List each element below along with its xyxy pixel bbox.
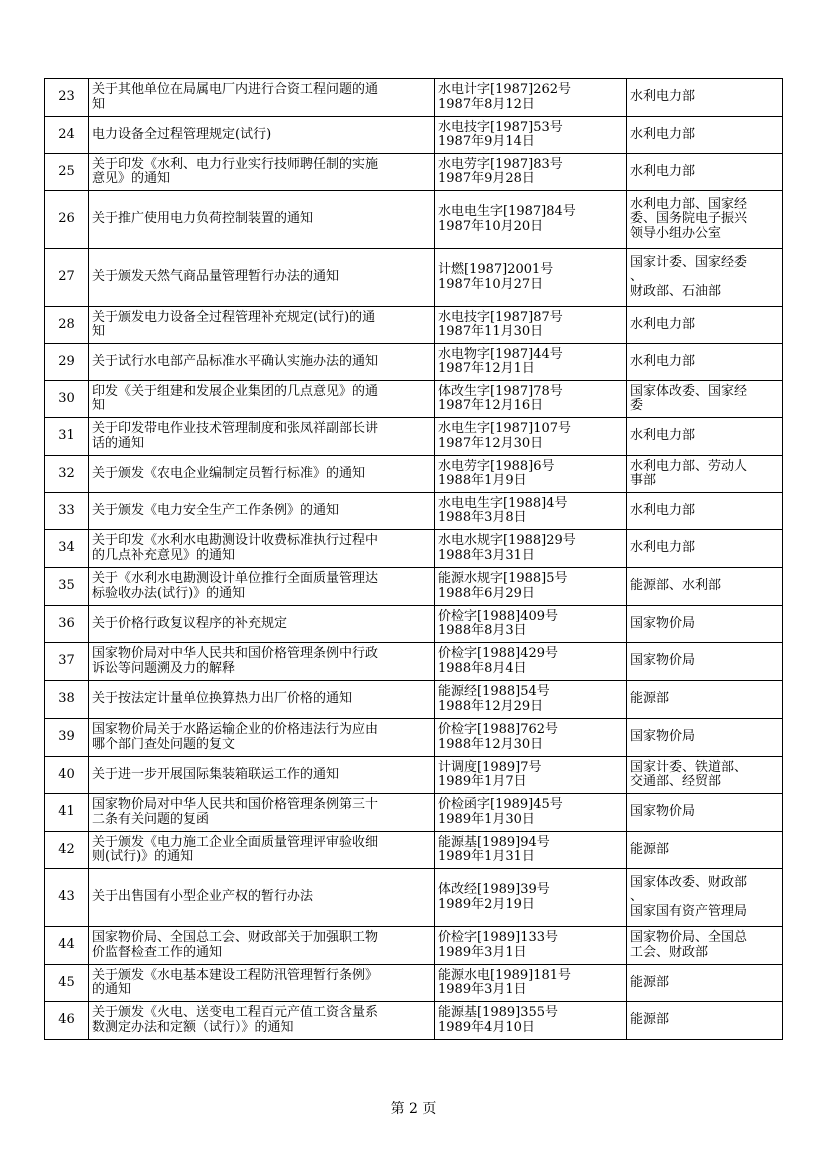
issuing-authority	[627, 456, 783, 493]
issuing-authority-line: 事部	[630, 473, 657, 488]
document-title	[89, 719, 435, 757]
document-number-date-line: 水电水规字[1988]29号	[438, 533, 576, 548]
issuing-authority	[627, 719, 783, 757]
document-title-line: 诉讼等问题溯及力的解释	[92, 660, 236, 676]
document-number-date	[435, 191, 627, 249]
document-title-line: 关于价格行政复议程序的补充规定	[92, 615, 288, 631]
table-row	[45, 307, 783, 344]
document-title	[89, 381, 435, 418]
document-number-date-line: 体改经[1989]39号	[438, 882, 550, 897]
document-number-date	[435, 832, 627, 869]
document-title-line: 关于印发《水利水电勘测设计收费标准执行过程中	[92, 533, 379, 548]
table-row	[45, 249, 783, 307]
document-number-date-line: 计调度[1989]7号	[438, 759, 542, 775]
row-number: 31	[45, 418, 89, 456]
document-number-date	[435, 307, 627, 344]
row-number: 36	[45, 606, 89, 643]
issuing-authority	[627, 530, 783, 568]
document-number-date	[435, 681, 627, 719]
document-title-line: 关于颁发《农电企业编制定员暂行标准》的通知	[92, 465, 366, 481]
document-number-date-line: 1989年1月30日	[438, 811, 535, 827]
document-number-date-line: 水电生字[1987]107号	[438, 421, 572, 436]
issuing-authority-line: 能源部、水利部	[630, 578, 722, 594]
document-title-line: 关于试行水电部产品标准水平确认实施办法的通知	[92, 353, 379, 369]
row-number: 39	[45, 719, 89, 757]
row-number: 38	[45, 681, 89, 719]
document-number-date-line: 价检字[1989]133号	[438, 930, 559, 945]
document-number-date-line: 1987年9月28日	[438, 171, 535, 186]
table-row	[45, 681, 783, 719]
issuing-authority	[627, 1002, 783, 1040]
document-number-date	[435, 965, 627, 1002]
table-row	[45, 568, 783, 606]
document-number-date	[435, 530, 627, 568]
document-number-date-line: 1988年12月30日	[438, 736, 544, 752]
row-number: 46	[45, 1002, 89, 1040]
issuing-authority-line: 、	[630, 889, 644, 905]
document-title	[89, 418, 435, 456]
issuing-authority-line: 水利电力部	[630, 540, 696, 556]
page-number: 第 2 页	[390, 1101, 437, 1117]
row-number: 26	[45, 191, 89, 249]
row-number: 45	[45, 965, 89, 1002]
table-row	[45, 869, 783, 927]
issuing-authority-line: 国家国有资产管理局	[630, 903, 748, 919]
issuing-authority-line: 国家物价局	[630, 804, 696, 820]
row-number: 28	[45, 307, 89, 344]
document-title-line: 国家物价局关于水路运输企业的价格违法行为应由	[92, 722, 379, 737]
document-title-line: 关于颁发《电力安全生产工作条例》的通知	[92, 502, 340, 518]
document-number-date	[435, 117, 627, 154]
document-title-line: 关于颁发电力设备全过程管理补充规定(试行)的通	[92, 309, 376, 325]
document-number-date	[435, 757, 627, 794]
document-title	[89, 606, 435, 643]
document-number-date-line: 水电技字[1987]87号	[438, 309, 563, 325]
document-title	[89, 832, 435, 869]
table-row	[45, 643, 783, 681]
issuing-authority-line: 国家物价局	[630, 729, 696, 745]
document-title-line: 关于颁发《火电、送变电工程百元产值工资含量系	[92, 1005, 379, 1020]
row-number: 30	[45, 381, 89, 418]
document-number-date-line: 价检函字[1989]45号	[438, 797, 563, 812]
document-title	[89, 79, 435, 117]
table-row	[45, 154, 783, 191]
document-number-date-line: 1987年12月16日	[438, 398, 544, 413]
document-title-line: 关于按法定计量单位换算热力出厂价格的通知	[92, 691, 353, 707]
document-number-date	[435, 344, 627, 381]
document-title-line: 关于颁发《电力施工企业全面质量管理评审验收细	[92, 834, 379, 850]
issuing-authority-line: 国家体改委、国家经	[630, 383, 748, 399]
document-number-date	[435, 249, 627, 307]
table-row	[45, 1002, 783, 1040]
issuing-authority-line: 国家计委、国家经委	[630, 254, 748, 270]
document-title	[89, 307, 435, 344]
document-number-date-line: 水电技字[1987]53号	[438, 119, 563, 135]
document-number-date-line: 1988年3月31日	[438, 547, 535, 563]
document-number-date-line: 体改生字[1987]78号	[438, 383, 563, 399]
issuing-authority-line: 委	[630, 398, 644, 413]
issuing-authority	[627, 794, 783, 832]
document-title-line: 关于印发《水利、电力行业实行技师聘任制的实施	[92, 156, 379, 172]
issuing-authority-line: 国家物价局	[630, 653, 696, 669]
document-title-line: 电力设备全过程管理规定(试行)	[92, 126, 272, 142]
row-number: 42	[45, 832, 89, 869]
document-title-line: 关于印发带电作业技术管理制度和张凤祥副部长讲	[92, 421, 379, 436]
table-row	[45, 794, 783, 832]
document-title-line: 二条有关问题的复函	[92, 811, 210, 827]
document-number-date	[435, 927, 627, 965]
document-number-date-line: 1989年1月31日	[438, 849, 535, 864]
document-title-line: 知	[92, 96, 106, 112]
issuing-authority-line: 能源部	[630, 691, 670, 707]
document-title-line: 话的通知	[92, 435, 145, 451]
issuing-authority-line: 水利电力部	[630, 428, 696, 444]
document-number-date-line: 1988年8月3日	[438, 623, 527, 638]
table-row	[45, 719, 783, 757]
table-row	[45, 344, 783, 381]
row-number: 32	[45, 456, 89, 493]
document-number-date-line: 1989年3月1日	[438, 982, 527, 997]
row-number: 40	[45, 757, 89, 794]
document-number-date-line: 价检字[1988]762号	[438, 722, 559, 737]
document-title-line: 的几点补充意见》的通知	[92, 547, 236, 563]
table-row	[45, 191, 783, 249]
document-number-date-line: 水电劳字[1988]6号	[438, 458, 555, 474]
issuing-authority	[627, 568, 783, 606]
issuing-authority	[627, 79, 783, 117]
issuing-authority	[627, 418, 783, 456]
issuing-authority-line: 国家体改委、财政部	[630, 874, 748, 890]
document-title	[89, 344, 435, 381]
document-number-date-line: 1988年3月8日	[438, 510, 527, 525]
issuing-authority-line: 水利电力部	[630, 89, 696, 105]
document-title-line: 哪个部门查处问题的复文	[92, 736, 236, 752]
issuing-authority	[627, 493, 783, 530]
issuing-authority-line: 水利电力部	[630, 126, 696, 142]
document-title-line: 关于出售国有小型企业产权的暂行办法	[92, 889, 314, 905]
issuing-authority-line: 水利电力部	[630, 502, 696, 518]
document-title-line: 知	[92, 398, 106, 413]
table-row	[45, 493, 783, 530]
issuing-authority	[627, 117, 783, 154]
issuing-authority-line: 水利电力部、国家经	[630, 196, 748, 212]
document-number-date	[435, 568, 627, 606]
document-number-date-line: 1989年1月7日	[438, 774, 527, 789]
row-number: 25	[45, 154, 89, 191]
issuing-authority	[627, 965, 783, 1002]
document-title	[89, 965, 435, 1002]
document-number-date-line: 能源水规字[1988]5号	[438, 571, 568, 586]
document-number-date-line: 1989年4月10日	[438, 1019, 535, 1035]
issuing-authority-line: 工会、财政部	[630, 944, 709, 960]
document-number-date	[435, 606, 627, 643]
table-row	[45, 381, 783, 418]
issuing-authority	[627, 869, 783, 927]
row-number: 37	[45, 643, 89, 681]
issuing-authority	[627, 191, 783, 249]
document-number-date	[435, 154, 627, 191]
document-title	[89, 493, 435, 530]
issuing-authority	[627, 757, 783, 794]
table-row	[45, 117, 783, 154]
document-number-date	[435, 869, 627, 927]
document-title-line: 的通知	[92, 982, 132, 997]
table-row	[45, 832, 783, 869]
document-title-line: 则(试行)》的通知	[92, 849, 194, 864]
document-title	[89, 794, 435, 832]
document-title-line: 国家物价局对中华人民共和国价格管理条例第三十	[92, 797, 379, 812]
issuing-authority	[627, 643, 783, 681]
document-number-date-line: 能源基[1989]355号	[438, 1005, 559, 1020]
document-title-line: 关于推广使用电力负荷控制装置的通知	[92, 211, 314, 227]
issuing-authority-line: 能源部	[630, 1012, 670, 1028]
issuing-authority-line: 能源部	[630, 974, 670, 990]
issuing-authority	[627, 927, 783, 965]
document-title-line: 关于颁发天然气商品量管理暂行办法的通知	[92, 269, 340, 285]
issuing-authority-line: 、	[630, 269, 644, 285]
row-number: 27	[45, 249, 89, 307]
document-number-date-line: 能源经[1988]54号	[438, 684, 550, 699]
document-title	[89, 117, 435, 154]
document-title	[89, 927, 435, 965]
issuing-authority-line: 能源部	[630, 841, 670, 857]
row-number: 44	[45, 927, 89, 965]
regulation-table	[44, 78, 783, 1040]
document-number-date-line: 1989年2月19日	[438, 896, 535, 912]
document-title	[89, 757, 435, 794]
document-number-date-line: 1988年1月9日	[438, 473, 527, 488]
document-title	[89, 643, 435, 681]
issuing-authority-line: 水利电力部、劳动人	[630, 458, 748, 474]
document-number-date-line: 1987年8月12日	[438, 96, 535, 112]
document-number-date-line: 1989年3月1日	[438, 944, 527, 960]
table-row	[45, 927, 783, 965]
row-number: 41	[45, 794, 89, 832]
issuing-authority	[627, 681, 783, 719]
document-number-date	[435, 643, 627, 681]
issuing-authority-line: 交通部、经贸部	[630, 774, 722, 789]
document-number-date-line: 1987年12月1日	[438, 361, 535, 376]
issuing-authority	[627, 249, 783, 307]
row-number: 35	[45, 568, 89, 606]
document-number-date-line: 计燃[1987]2001号	[438, 262, 554, 277]
table-row	[45, 757, 783, 794]
issuing-authority-line: 国家物价局、全国总	[630, 930, 748, 945]
document-title	[89, 681, 435, 719]
issuing-authority-line: 领导小组办公室	[630, 225, 722, 241]
document-number-date-line: 1988年12月29日	[438, 698, 544, 714]
issuing-authority-line: 国家计委、铁道部、	[630, 759, 748, 775]
issuing-authority-line: 国家物价局	[630, 615, 696, 631]
document-number-date	[435, 794, 627, 832]
issuing-authority	[627, 344, 783, 381]
document-title	[89, 530, 435, 568]
document-number-date-line: 1987年9月14日	[438, 134, 535, 149]
row-number: 23	[45, 79, 89, 117]
document-title-line: 国家物价局对中华人民共和国价格管理条例中行政	[92, 646, 379, 661]
document-number-date	[435, 493, 627, 530]
document-number-date	[435, 1002, 627, 1040]
row-number: 43	[45, 869, 89, 927]
document-title	[89, 191, 435, 249]
document-title-line: 关于其他单位在局属电厂内进行合资工程问题的通	[92, 82, 379, 97]
document-number-date-line: 价检字[1988]409号	[438, 608, 559, 624]
table-row	[45, 965, 783, 1002]
table-row	[45, 418, 783, 456]
row-number: 24	[45, 117, 89, 154]
document-title-line: 标验收办法(试行)》的通知	[92, 585, 246, 601]
document-title	[89, 869, 435, 927]
row-number: 29	[45, 344, 89, 381]
document-number-date-line: 水电电生字[1988]4号	[438, 495, 568, 511]
document-number-date-line: 1987年10月27日	[438, 276, 544, 292]
document-title	[89, 249, 435, 307]
document-title-line: 价监督检查工作的通知	[92, 944, 223, 960]
document-number-date-line: 水电计字[1987]262号	[438, 82, 572, 97]
document-number-date	[435, 719, 627, 757]
issuing-authority	[627, 381, 783, 418]
issuing-authority	[627, 606, 783, 643]
document-number-date	[435, 79, 627, 117]
document-number-date	[435, 418, 627, 456]
table-row	[45, 456, 783, 493]
document-title-line: 数测定办法和定额（试行）》的通知	[92, 1019, 294, 1035]
document-title-line: 意见》的通知	[92, 171, 171, 186]
issuing-authority-line: 水利电力部	[630, 316, 696, 332]
document-number-date-line: 1988年8月4日	[438, 660, 527, 676]
document-title-line: 印发《关于组建和发展企业集团的几点意见》的通	[92, 383, 379, 399]
document-number-date-line: 1987年12月30日	[438, 435, 544, 451]
row-number: 33	[45, 493, 89, 530]
document-title	[89, 154, 435, 191]
document-title-line: 关于《水利水电勘测设计单位推行全面质量管理达	[92, 571, 379, 586]
document-number-date	[435, 381, 627, 418]
row-number: 34	[45, 530, 89, 568]
table-row	[45, 606, 783, 643]
table-row	[45, 79, 783, 117]
issuing-authority	[627, 154, 783, 191]
document-number-date-line: 1987年11月30日	[438, 324, 544, 339]
document-number-date-line: 1988年6月29日	[438, 585, 535, 601]
document-number-date-line: 水电电生字[1987]84号	[438, 204, 576, 219]
issuing-authority-line: 水利电力部	[630, 353, 696, 369]
document-number-date-line: 水电劳字[1987]83号	[438, 156, 563, 172]
issuing-authority-line: 水利电力部	[630, 163, 696, 179]
document-title	[89, 1002, 435, 1040]
issuing-authority	[627, 307, 783, 344]
issuing-authority-line: 财政部、石油部	[630, 283, 722, 299]
document-title	[89, 456, 435, 493]
document-title	[89, 568, 435, 606]
issuing-authority	[627, 832, 783, 869]
issuing-authority-line: 委、国务院电子振兴	[630, 211, 748, 227]
document-number-date-line: 能源水电[1989]181号	[438, 967, 572, 983]
document-title-line: 关于颁发《水电基本建设工程防汛管理暂行条例》	[92, 967, 379, 983]
document-number-date-line: 价检字[1988]429号	[438, 646, 559, 661]
document-title-line: 关于进一步开展国际集装箱联运工作的通知	[92, 766, 340, 782]
document-number-date	[435, 456, 627, 493]
table-row	[45, 530, 783, 568]
document-title-line: 知	[92, 324, 106, 339]
document-title-line: 国家物价局、全国总工会、财政部关于加强职工物	[92, 930, 379, 945]
document-number-date-line: 水电物字[1987]44号	[438, 346, 563, 362]
document-number-date-line: 1987年10月20日	[438, 218, 544, 234]
document-number-date-line: 能源基[1989]94号	[438, 834, 550, 850]
